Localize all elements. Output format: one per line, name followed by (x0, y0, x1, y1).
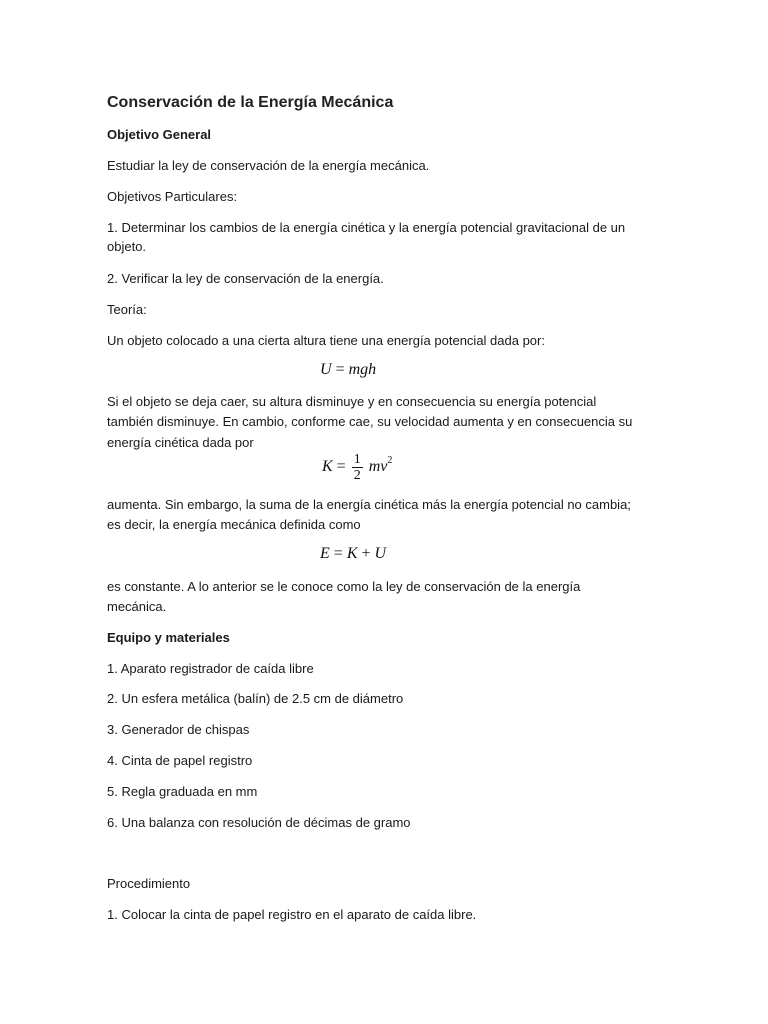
heading-objetivos-particulares: Objetivos Particulares: (107, 189, 238, 204)
formula-k-exponent: 2 (387, 455, 393, 467)
equipo-item: 4. Cinta de papel registro (107, 753, 253, 768)
formula-mechanical-energy (320, 545, 386, 563)
formula-potential-energy (320, 361, 376, 379)
teoria-paragraph-4-line-1: es constante. A lo anterior se le conoce como la ley de conservación de la energía (107, 579, 581, 594)
formula-e-plus: + (361, 545, 371, 562)
procedimiento-item: 1. Colocar la cinta de papel registro en el aparato de caída libre. (107, 907, 477, 922)
heading-equipo: Equipo y materiales (107, 630, 230, 645)
objetivo-particular-2: 2. Verificar la ley de conservación de la energía. (107, 271, 384, 286)
formula-k-rhs: mv (368, 458, 388, 476)
objetivo-general-text: Estudiar la ley de conservación de la energía mecánica. (107, 158, 430, 173)
formula-u-rhs: mgh (348, 361, 377, 378)
objetivo-particular-1: 1. Determinar los cambios de la energía cinética y la energía potencial gravitacional de un (107, 220, 626, 235)
formula-k-lhs: K (322, 458, 333, 476)
equipo-item: 3. Generador de chispas (107, 722, 250, 737)
formula-k-fraction (352, 452, 363, 483)
formula-e-term-u: U (374, 545, 387, 562)
teoria-paragraph-2-line-2: también disminuye. En cambio, conforme cae, su velocidad aumenta y en consecuencia su (107, 414, 633, 429)
formula-kinetic-energy (322, 452, 392, 483)
objetivo-particular-1-cont: objeto. (107, 239, 147, 254)
teoria-paragraph-4-line-2: mecánica. (107, 599, 167, 614)
formula-u-equals: = (335, 361, 345, 378)
formula-k-equals: = (336, 458, 346, 476)
equipo-item: 5. Regla graduada en mm (107, 784, 258, 799)
formula-e-lhs: E (320, 545, 330, 562)
formula-k-denominator: 2 (353, 468, 361, 483)
formula-e-equals: = (333, 545, 343, 562)
teoria-paragraph-2-line-1: Si el objeto se deja caer, su altura disminuye y en consecuencia su energía potencial (107, 394, 597, 409)
document-title: Conservación de la Energía Mecánica (107, 94, 394, 111)
teoria-paragraph-1: Un objeto colocado a una cierta altura tiene una energía potencial dada por: (107, 333, 545, 348)
heading-teoria: Teoría: (107, 302, 147, 317)
formula-e-term-k: K (346, 545, 358, 562)
heading-objetivo-general: Objetivo General (107, 127, 212, 142)
teoria-paragraph-3-line-2: es decir, la energía mecánica definida como (107, 517, 361, 532)
formula-u-lhs: U (320, 361, 332, 378)
teoria-paragraph-2-line-3: energía cinética dada por (107, 435, 254, 450)
equipo-item: 1. Aparato registrador de caída libre (107, 661, 314, 676)
formula-k-numerator: 1 (353, 452, 361, 467)
heading-procedimiento: Procedimiento (107, 876, 191, 891)
equipo-item: 6. Una balanza con resolución de décimas de gramo (107, 815, 411, 830)
equipo-item: 2. Un esfera metálica (balín) de 2.5 cm de diámetro (107, 691, 404, 706)
teoria-paragraph-3-line-1: aumenta. Sin embargo, la suma de la energía cinética más la energía potencial no cambia; (107, 497, 631, 512)
